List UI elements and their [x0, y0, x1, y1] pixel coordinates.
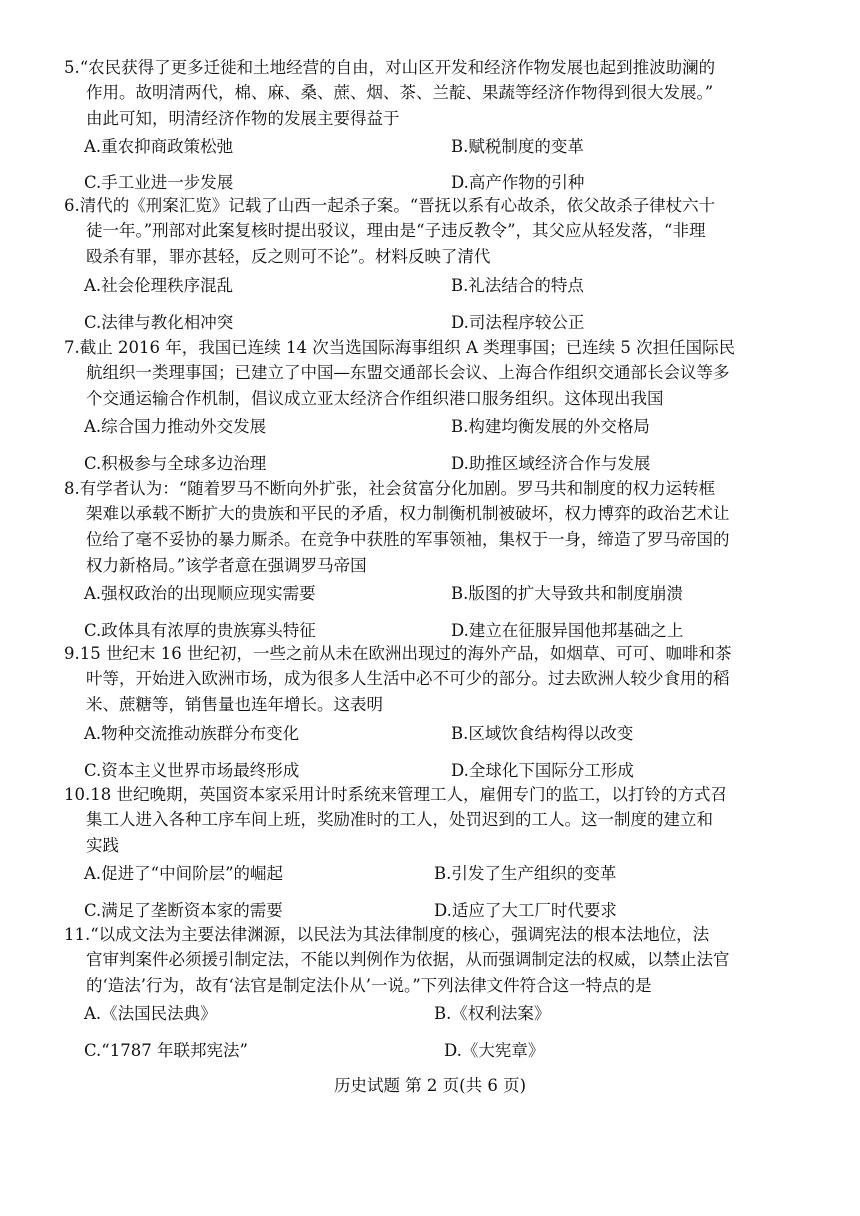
option-c[interactable]: C.资本主义世界市场最终形成 [84, 761, 300, 780]
option-a[interactable]: A.《法国民法典》 [84, 1004, 217, 1023]
question-stem-line: 由此可知，明清经济作物的发展主要得益于 [86, 109, 400, 128]
question-stem-line: 11.“以成文法为主要法律渊源，以民法为其法律制度的核心，强调宪法的根本法地位，法 [64, 925, 710, 944]
question-stem-line: 架难以承载不断扩大的贵族和平民的矛盾，权力制衡机制被破坏，权力博弈的政治艺术让 [86, 504, 730, 523]
page-footer: 历史试题 第 2 页(共 6 页) [333, 1076, 527, 1095]
question-stem-line: 米、蔗糖等，销售量也连年增长。这表明 [86, 695, 383, 714]
option-a[interactable]: A.强权政治的出现顺应现实需要 [84, 584, 316, 603]
question-stem-line: 5.“农民获得了更多迁徙和土地经营的自由，对山区开发和经济作物发展也起到推波助澜的 [64, 58, 716, 77]
option-c[interactable]: C.政体具有浓厚的贵族寡头特征 [84, 621, 316, 640]
option-a[interactable]: A.社会伦理秩序混乱 [84, 276, 234, 295]
question-stem-line: 7.截止 2016 年，我国已连续 14 次当选国际海事组织 A 类理事国；已连续 5 次担任国际民 [64, 338, 736, 357]
option-b[interactable]: B.《权利法案》 [434, 1004, 551, 1023]
option-c[interactable]: C.积极参与全球多边治理 [84, 454, 267, 473]
option-d[interactable]: D.建立在征服异国他邦基础之上 [451, 621, 684, 640]
question-stem-line: 9.15 世纪末 16 世纪初，一些之前从未在欧洲出现过的海外产品，如烟草、可可、咖啡和茶 [64, 644, 732, 663]
option-d[interactable]: D.《大宪章》 [444, 1041, 545, 1060]
option-b[interactable]: B.引发了生产组织的变革 [434, 864, 617, 883]
option-d[interactable]: D.高产作物的引种 [451, 173, 585, 192]
option-c[interactable]: C.“1787 年联邦宪法” [84, 1041, 248, 1060]
question-stem-line: 位给了毫不妥协的暴力厮杀。在竞争中获胜的军事领袖，集权于一身，缔造了罗马帝国的 [86, 530, 730, 549]
option-b[interactable]: B.礼法结合的特点 [451, 276, 584, 295]
question-stem-line: 作用。故明清两代，棉、麻、桑、蔗、烟、茶、兰靛、果蔬等经济作物得到很大发展。” [86, 83, 714, 102]
option-a[interactable]: A.综合国力推动外交发展 [84, 417, 267, 436]
option-a[interactable]: A.促进了“中间阶层”的崛起 [84, 864, 284, 883]
question-stem-line: 6.清代的《刑案汇览》记载了山西一起杀子案。“晋抚以系有心故杀，依父故杀子律杖六十 [64, 196, 716, 215]
question-stem-line: 航组织一类理事国；已建立了中国—东盟交通部长会议、上海合作组织交通部长会议等多 [86, 363, 730, 382]
question-stem-line: 集工人进入各种工序车间上班，奖励准时的工人，处罚迟到的工人。这一制度的建立和 [86, 810, 713, 829]
option-b[interactable]: B.赋税制度的变革 [451, 137, 584, 156]
question-stem-line: 的‘造法’行为，故有‘法官是制定法仆从’一说。”下列法律文件符合这一特点的是 [86, 976, 652, 995]
option-d[interactable]: D.助推区域经济合作与发展 [451, 454, 651, 473]
question-stem-line: 殴杀有罪，罪亦甚轻，反之则可不论”。材料反映了清代 [86, 247, 491, 266]
question-stem-line: 叶等，开始进入欧洲市场，成为很多人生活中必不可少的部分。过去欧洲人较少食用的稻 [86, 669, 730, 688]
option-a[interactable]: A.物种交流推动族群分布变化 [84, 724, 300, 743]
question-stem-line: 10.18 世纪晚期，英国资本家采用计时系统来管理工人，雇佣专门的监工，以打铃的方式召 [64, 785, 727, 804]
option-b[interactable]: B.版图的扩大导致共和制度崩溃 [451, 584, 683, 603]
option-a[interactable]: A.重农抑商政策松弛 [84, 137, 234, 156]
question-stem-line: 权力新格局。”该学者意在强调罗马帝国 [86, 556, 367, 575]
question-stem-line: 8.有学者认为：“随着罗马不断向外扩张，社会贫富分化加剧。罗马共和制度的权力运转框 [64, 479, 716, 498]
option-c[interactable]: C.法律与教化相冲突 [84, 313, 234, 332]
option-d[interactable]: D.适应了大工厂时代要求 [434, 901, 617, 920]
option-d[interactable]: D.司法程序较公正 [451, 313, 585, 332]
option-b[interactable]: B.构建均衡发展的外交格局 [451, 417, 650, 436]
question-stem-line: 官审判案件必须援引制定法，不能以判例作为依据，从而强调制定法的权威，以禁止法官 [86, 950, 730, 969]
question-stem-line: 徒一年。”刑部对此案复核时提出驳议，理由是“子违反教令”，其父应从轻发落，“非理 [86, 221, 706, 240]
option-c[interactable]: C.手工业进一步发展 [84, 173, 234, 192]
question-stem-line: 实践 [86, 836, 119, 855]
option-b[interactable]: B.区域饮食结构得以改变 [451, 724, 634, 743]
question-stem-line: 个交通运输合作机制，倡议成立亚太经济合作组织港口服务组织。这体现出我国 [86, 389, 664, 408]
option-d[interactable]: D.全球化下国际分工形成 [451, 761, 634, 780]
option-c[interactable]: C.满足了垄断资本家的需要 [84, 901, 283, 920]
